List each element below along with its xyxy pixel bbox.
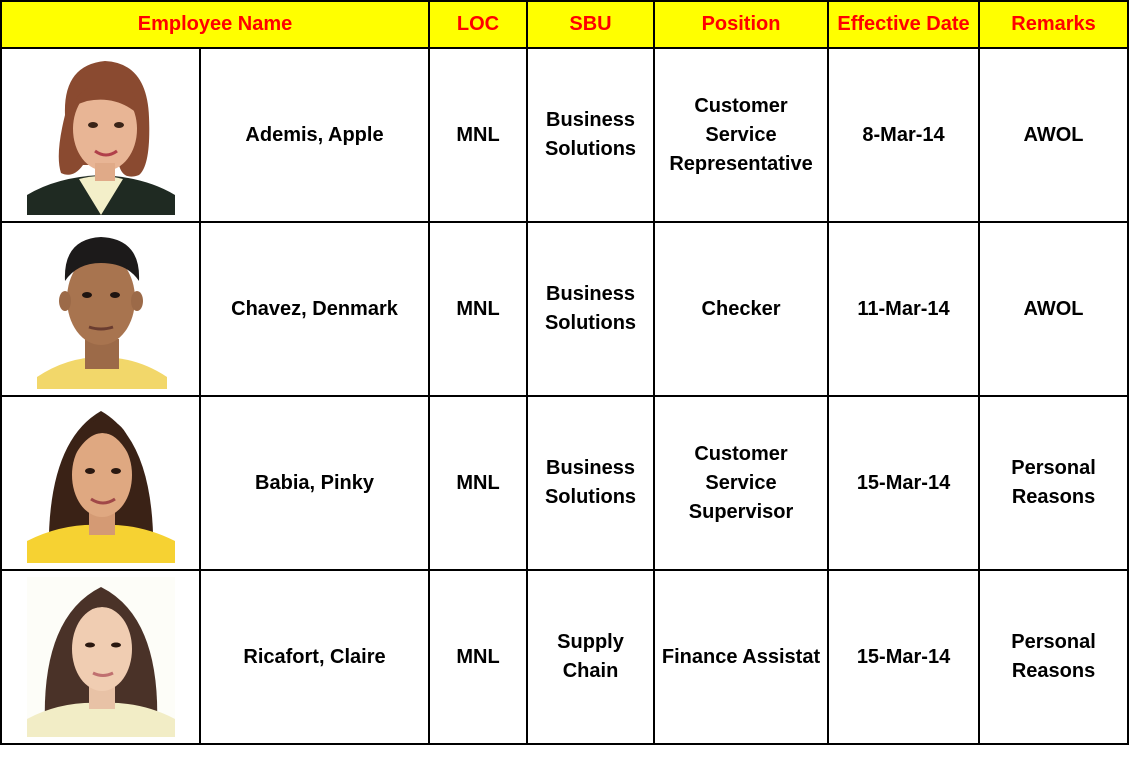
effective-date-cell: 11-Mar-14 [828,222,979,396]
header-position: Position [654,1,828,48]
effective-date-cell: 15-Mar-14 [828,570,979,744]
employee-name: Chavez, Denmark [200,222,429,396]
employee-photo-cell [1,48,200,222]
header-row [1,1,1128,48]
header-remarks: Remarks [979,1,1128,48]
employee-name: Ademis, Apple [200,48,429,222]
employee-photo [27,577,175,737]
sbu-cell: Business Solutions [527,48,654,222]
employee-photo [27,229,175,389]
remarks-cell: AWOL [979,222,1128,396]
header-loc: LOC [429,1,527,48]
position-cell: Customer Service Representative [654,48,828,222]
header-effective-date: Effective Date [828,1,979,48]
loc-cell: MNL [429,570,527,744]
table-row [1,570,1128,744]
loc-cell: MNL [429,396,527,570]
position-cell: Customer Service Supervisor [654,396,828,570]
effective-date-cell: 8-Mar-14 [828,48,979,222]
employee-name: Ricafort, Claire [200,570,429,744]
position-cell: Finance Assistat [654,570,828,744]
table-row [1,222,1128,396]
employee-photo-cell [1,222,200,396]
header-sbu: SBU [527,1,654,48]
sbu-cell: Business Solutions [527,396,654,570]
employee-photo [27,403,175,563]
sbu-cell: Supply Chain [527,570,654,744]
position-cell: Checker [654,222,828,396]
table-row [1,48,1128,222]
loc-cell: MNL [429,48,527,222]
effective-date-cell: 15-Mar-14 [828,396,979,570]
employee-photo [27,55,175,215]
remarks-cell: AWOL [979,48,1128,222]
header-employee-name: Employee Name [1,1,429,48]
remarks-cell: Personal Reasons [979,570,1128,744]
employee-photo-cell [1,396,200,570]
employee-photo-cell [1,570,200,744]
table-row [1,396,1128,570]
sbu-cell: Business Solutions [527,222,654,396]
remarks-cell: Personal Reasons [979,396,1128,570]
loc-cell: MNL [429,222,527,396]
employee-name: Babia, Pinky [200,396,429,570]
